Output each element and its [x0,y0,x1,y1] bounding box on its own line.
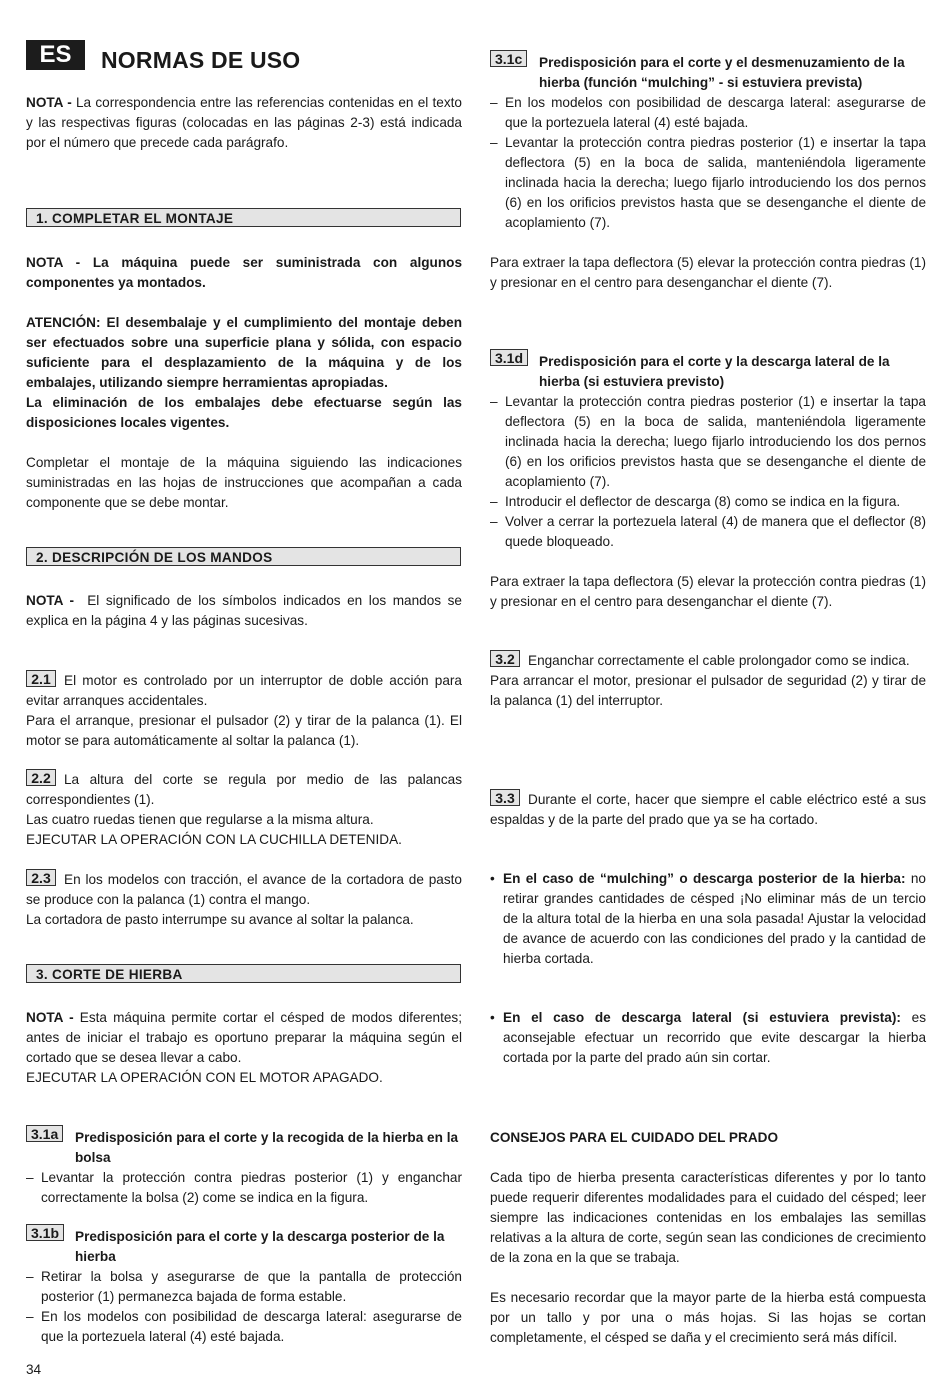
page-title: NORMAS DE USO [101,47,301,73]
p21-text1: El motor es controlado por un interruptor de doble acción para evitar arranques accidentales. [26,673,462,708]
paragraph-number-3-1a: 3.1a [26,1125,63,1142]
bullet1-label: En el caso de “mulching” o descarga posterior de la hierba: [503,871,906,886]
p23-text2: La cortadora de pasto interrumpe su avance al soltar la palanca. [26,912,414,927]
intro-nota-label: NOTA - [26,95,72,110]
paragraph-number-2-1: 2.1 [26,670,56,687]
language-badge: ES [26,40,85,70]
section-2-title: 2. DESCRIPCIÓN DE LOS MANDOS [26,547,461,566]
list-item [490,1008,926,1068]
consejos-p2: Es necesario recordar que la mayor parte de la hierba está compuesta por un tallo y por una o más hojas. Si las hojas se cortan completamente, el césped se daña y el crecimiento será más difícil. [490,1290,926,1345]
paragraph-3-3 [490,789,926,830]
list-item: – Levantar la protección contra piedras posterior (1) y enganchar correctamente la bolsa (2) come se indica en la figura. [26,1168,462,1208]
s1-text: Completar el montaje de la máquina siguiendo las indicaciones suministradas en las hojas de instrucciones que acompañan a cada componente que se debe montar. [26,455,462,510]
s2-nota-text: El significado de los símbolos indicados en los mandos se explica en la página 4 y las páginas sucesivas. [26,593,462,628]
list-item: – Levantar la protección contra piedras posterior (1) e insertar la tapa deflectora (5) en la boca de salida, manteniéndola ligeramente inclinada hacia la derecha; luego fijarlo introduciendo los dos pernos (6) en los orificios previstos hasta que se desenganche el diente de acoplamiento (7). [490,392,926,492]
p23-text1: En los modelos con tracción, el avance de la cortadora de pasto se produce con la palanca (1) contra el mango. [26,872,462,907]
s3-nota-label: NOTA - [26,1010,74,1025]
section-3-header [26,964,462,983]
paragraph-number-3-3: 3.3 [490,789,520,806]
bullet2-text: es aconsejable efectuar un recorrido que evite descargar la hierba cortada por la parte del prado aún sin cortar. [503,1010,926,1065]
p21-text2: Para el arranque, presionar el pulsador (2) y tirar de la palanca (1). El motor se para automáticamente al soltar la palanca (1). [26,713,462,748]
p32-text2: Para arrancar el motor, presionar el pulsador de seguridad (2) y tirar de la palanca (1) del interruptor. [490,673,926,708]
paragraph-3-1a [26,1128,462,1208]
p22-text2: Las cuatro ruedas tienen que regularse a la misma altura. [26,812,374,827]
p31d-after: Para extraer la tapa deflectora (5) elevar la protección contra piedras (1) y presionar en el centro para desenganchar el diente (7). [490,574,926,609]
bullet-mulching [490,869,926,969]
section-2-header [26,547,462,566]
p31c-title: Predisposición para el corte y el desmenuzamiento de la hierba (función “mulching” - si estuviera prevista) [539,55,905,90]
s1-atencion: ATENCIÓN: El desembalaje y el cumplimiento del montaje deben ser efectuados sobre una superficie plana y sólida, con espacio suficiente para el desplazamiento de la máquina y de los embalajes, utilizando siempre herramientas apropiadas. [26,315,462,390]
p31c-after: Para extraer la tapa deflectora (5) elevar la protección contra piedras (1) y presionar en el centro para desenganchar el diente (7). [490,255,926,290]
consejos-title: CONSEJOS PARA EL CUIDADO DEL PRADO [490,1130,779,1145]
intro-note [26,93,462,153]
paragraph-number-3-2: 3.2 [490,650,520,667]
s1-eliminacion: La eliminación de los embalajes debe efectuarse según las disposiciones locales vigentes. [26,395,462,430]
p31a-title: Predisposición para el corte y la recogida de la hierba en la bolsa [75,1130,459,1165]
p22-text3: EJECUTAR LA OPERACIÓN CON LA CUCHILLA DETENIDA. [26,832,402,847]
consejos-section [490,1128,926,1348]
paragraph-2-2 [26,769,462,850]
bullet1-text: no retirar grandes cantidades de césped ¡No eliminar más de un tercio de la altura total de la hierba en una sola pasada! Ajustar la velocidad de avance de acuerdo con las condiciones del prado y la cantidad de hierba cortada. [503,871,926,966]
section-1-title: 1. COMPLETAR EL MONTAJE [26,208,461,227]
paragraph-number-2-2: 2.2 [26,769,56,786]
paragraph-3-1b [26,1227,462,1347]
s2-nota-label: NOTA - [26,593,75,608]
paragraph-3-2 [490,650,926,711]
section-1-body [26,253,462,513]
paragraph-2-3 [26,869,462,930]
s3-nota-text: Esta máquina permite cortar el césped de modos diferentes; antes de iniciar el trabajo es oportuno preparar la máquina según el cortado que se desea llevar a cabo. [26,1010,462,1065]
p31b-title: Predisposición para el corte y la descarga posterior de la hierba [75,1229,445,1264]
p22-text1: La altura del corte se regula por medio de las palancas correspondientes (1). [26,772,462,807]
section-2-nota [26,591,462,631]
paragraph-number-3-1c: 3.1c [490,50,527,67]
p33-text1: Durante el corte, hacer que siempre el cable eléctrico esté a sus espaldas y de la parte del prado que ya se ha cortado. [490,792,926,827]
list-item: – Introducir el deflector de descarga (8) como se indica en la figura. [490,492,926,512]
bullet-lateral [490,1008,926,1068]
p31d-title: Predisposición para el corte y la descarga lateral de la hierba (si estuviera previsto) [539,354,890,389]
paragraph-number-2-3: 2.3 [26,869,56,886]
intro-nota-text: La correspondencia entre las referencias contenidas en el texto y las respectivas figuras (colocadas en las páginas 2-3) está indicada por el número que precede cada parágrafo. [26,95,462,150]
section-1-header [26,208,462,227]
list-item [490,869,926,969]
bullet2-label: En el caso de descarga lateral (si estuviera prevista): [503,1010,901,1025]
list-item: – Volver a cerrar la portezuela lateral (4) de manera que el deflector (8) quede bloqueado. [490,512,926,552]
section-3-title: 3. CORTE DE HIERBA [26,964,461,983]
s3-ejecutar: EJECUTAR LA OPERACIÓN CON EL MOTOR APAGADO. [26,1070,383,1085]
paragraph-3-1c [490,53,926,293]
list-item: – En los modelos con posibilidad de descarga lateral: asegurarse de que la portezuela lateral (4) esté bajada. [490,93,926,133]
paragraph-number-3-1d: 3.1d [490,349,528,366]
list-item: – Retirar la bolsa y asegurarse de que la pantalla de protección posterior (1) permanezca bajada de forma estable. [26,1267,462,1307]
paragraph-3-1d [490,352,926,612]
page-number: 34 [26,1362,42,1377]
paragraph-number-3-1b: 3.1b [26,1224,64,1241]
s1-nota: NOTA - La máquina puede ser suministrada con algunos componentes ya montados. [26,255,462,290]
section-3-nota [26,1008,462,1088]
paragraph-2-1 [26,670,462,751]
p32-text1: Enganchar correctamente el cable prolongador como se indica. [528,653,910,668]
consejos-p1: Cada tipo de hierba presenta características diferentes y por lo tanto puede requerir diferentes modalidades para el cuidado del césped; leer siempre las indicaciones contenidas en los embalajes las semillas relativas a la altura de corte, según sean las condiciones de crecimiento de la zona en la que se trabaja. [490,1170,926,1265]
list-item: – En los modelos con posibilidad de descarga lateral: asegurarse de que la portezuela lateral (4) esté bajada. [26,1307,462,1347]
list-item: – Levantar la protección contra piedras posterior (1) e insertar la tapa deflectora (5) en la boca de salida, manteniéndola ligeramente inclinada hacia la derecha; luego fijarlo introduciendo los dos pernos (6) en los orificios previstos hasta que se desenganche el diente de acoplamiento (7). [490,133,926,233]
